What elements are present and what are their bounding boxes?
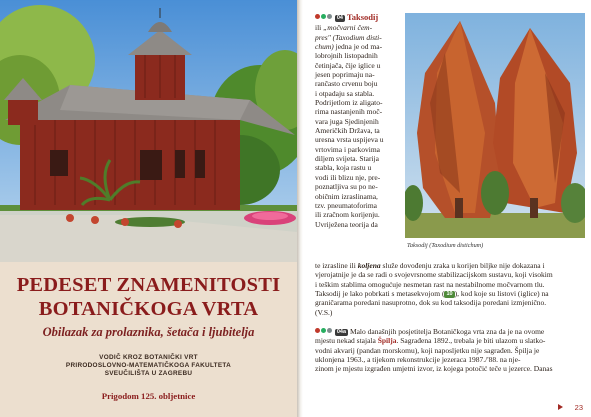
text-run: zinom je mjestu izgrađen umjetni izvor, iz kojega potočić teče u jezerce. Danas xyxy=(315,364,553,374)
text-line xyxy=(315,107,382,116)
text-run: jesen poprimaju na- xyxy=(315,69,375,79)
text-line xyxy=(315,154,379,163)
text-line xyxy=(315,98,383,107)
content-page xyxy=(303,0,591,417)
text-line xyxy=(315,51,378,60)
text-run: graničarama poredani nasuprotno, dok su kod taksodija poredani izmjenično. xyxy=(315,298,547,308)
text-run: (V.S.) xyxy=(315,307,333,317)
bold-italic-run: koljena xyxy=(357,261,381,270)
entry-ref-badge: 10 xyxy=(446,291,453,298)
text-line xyxy=(315,145,380,154)
text-line xyxy=(315,355,520,364)
text-line xyxy=(315,173,380,182)
text-line xyxy=(315,117,379,126)
green-dot-icon xyxy=(321,328,326,333)
entry-04a-first-line xyxy=(315,327,544,336)
text-line xyxy=(315,192,378,201)
text-run: uklonjena 1963., a tijekom rekonstrukcije jezeraca 1987./'88. na nje- xyxy=(315,355,521,365)
text-run: služe dovođenju zraka u korijen biljke nije dokazana i xyxy=(380,261,545,270)
highlight-run: Špilja xyxy=(377,336,397,346)
italic-run: pres" (Taxodium disti- xyxy=(315,32,382,42)
text-run: diljem svijeta. Starija xyxy=(315,154,379,164)
text-run: četinjača, čije iglice u xyxy=(315,60,381,70)
gray-dot-icon xyxy=(327,328,332,333)
text-line xyxy=(315,23,372,32)
text-run: običnim izraslinama, xyxy=(315,191,378,201)
page-number: 23 xyxy=(574,402,583,412)
text-run: uresna vrsta uspijeva u xyxy=(315,135,384,145)
text-run: vjerojatnije je da se radi o svojevrsnome stabilizacijskom sustavu, koji visokim xyxy=(315,270,553,280)
entry-number-badge: 04 xyxy=(336,15,343,21)
text-line xyxy=(315,201,377,210)
text-line xyxy=(315,220,378,229)
text-line xyxy=(315,163,371,172)
text-line xyxy=(315,135,384,144)
text-run: rančasto crvenu boju xyxy=(315,79,378,89)
text-line xyxy=(315,70,375,79)
text-line xyxy=(315,308,332,317)
text-line xyxy=(315,346,539,355)
red-dot-icon xyxy=(315,328,320,333)
pavilion-photo xyxy=(0,0,297,262)
text-run: ili xyxy=(315,23,324,33)
cover-anniversary: Prigodom 125. obljetnice xyxy=(101,391,196,401)
text-run: vrtovima i parkovima xyxy=(315,144,380,154)
entry-title: Taksodij xyxy=(346,12,379,22)
text-run: Taksodij je lako pobrkati s metasekvojom ( xyxy=(315,289,445,299)
text-run: vodni akvarij (pandan morskomu), koji naposljetku nije sagrađen. Špilja je xyxy=(315,345,540,355)
page-marker-icon xyxy=(558,404,563,410)
text-line xyxy=(315,182,378,191)
text-run: ili zračnom korijenju. xyxy=(315,210,380,220)
photo-caption-name: Taksodij xyxy=(407,242,428,249)
cover-subtitle: Obilazak za prolaznika, šetača i ljubitelja xyxy=(42,325,255,339)
cover-guide-line-3: SVEUČILIŠTA U ZAGREBU xyxy=(104,370,193,377)
text-run: ), kod koje su listovi (iglice) na xyxy=(454,289,549,299)
italic-run: „močvarni čem- xyxy=(323,23,373,33)
text-line xyxy=(315,33,382,42)
text-run: stabla, koja rastu u xyxy=(315,163,372,173)
cover-title-line2: BOTANIČKOGA VRTA xyxy=(38,298,259,320)
photo-caption xyxy=(407,241,483,250)
text-run: te izrasline ili xyxy=(315,261,358,270)
text-line xyxy=(315,89,374,98)
gray-dot-icon xyxy=(327,14,332,19)
text-run: . Sagrađena 1892., trebala je biti ulazom u slatko- xyxy=(396,336,546,346)
entry-04-heading xyxy=(315,13,378,22)
text-run: i teškim stablima omogućuje nesmetan rast na nestabilnome močvarnom tlu. xyxy=(315,279,545,289)
text-run: i otpadaju sa stabla. xyxy=(315,88,375,98)
text-line xyxy=(315,79,377,88)
entry-04a-lead: Malo današnjih posjetitelja Botaničkoga vrta zna da je na ovome xyxy=(349,327,545,336)
text-run: Uvriježena teorija da xyxy=(315,219,378,229)
text-line xyxy=(315,336,545,345)
italic-run: chum) xyxy=(315,41,334,51)
photo-caption-latin: (Taxodium distichum) xyxy=(429,242,484,249)
text-line xyxy=(315,210,380,219)
green-dot-icon xyxy=(321,14,326,19)
text-run: mjestu nekad stajala xyxy=(315,336,378,346)
text-line xyxy=(315,270,553,279)
text-run: jedna je od ma- xyxy=(333,41,383,51)
cover-title-line1: PEDESET ZNAMENITOSTI xyxy=(16,274,281,296)
text-run: Američkih Država, ta xyxy=(315,126,380,136)
text-line xyxy=(315,298,546,307)
text-line xyxy=(315,42,382,51)
cover-guide-line-2: PRIRODOSLOVNO-MATEMATIČKOGA FAKULTETA xyxy=(65,362,232,369)
text-line xyxy=(315,364,553,373)
entry-number-badge: 04a xyxy=(336,329,347,335)
text-line xyxy=(315,261,545,270)
text-line xyxy=(315,289,549,298)
text-run: lobrojnih listopadnih xyxy=(315,51,378,61)
text-run: rima nastanjenih moč- xyxy=(315,107,383,117)
text-run: tzv. pneumatoforima xyxy=(315,200,377,210)
text-line xyxy=(315,126,380,135)
red-dot-icon xyxy=(315,14,320,19)
taxodium-photo xyxy=(405,13,585,238)
text-run: vara juga Sjedinjenih xyxy=(315,116,379,126)
text-run: poznatljiva su po ne- xyxy=(315,182,378,192)
text-line xyxy=(315,61,380,70)
cover-title-block xyxy=(0,262,297,417)
text-line xyxy=(315,280,545,289)
text-run: Podrijetlom iz aligato- xyxy=(315,98,383,107)
text-run: vodi ili blizu nje, pre- xyxy=(315,172,381,182)
cover-guide-line-1: VODIČ KROZ BOTANIČKI VRT xyxy=(99,354,198,361)
